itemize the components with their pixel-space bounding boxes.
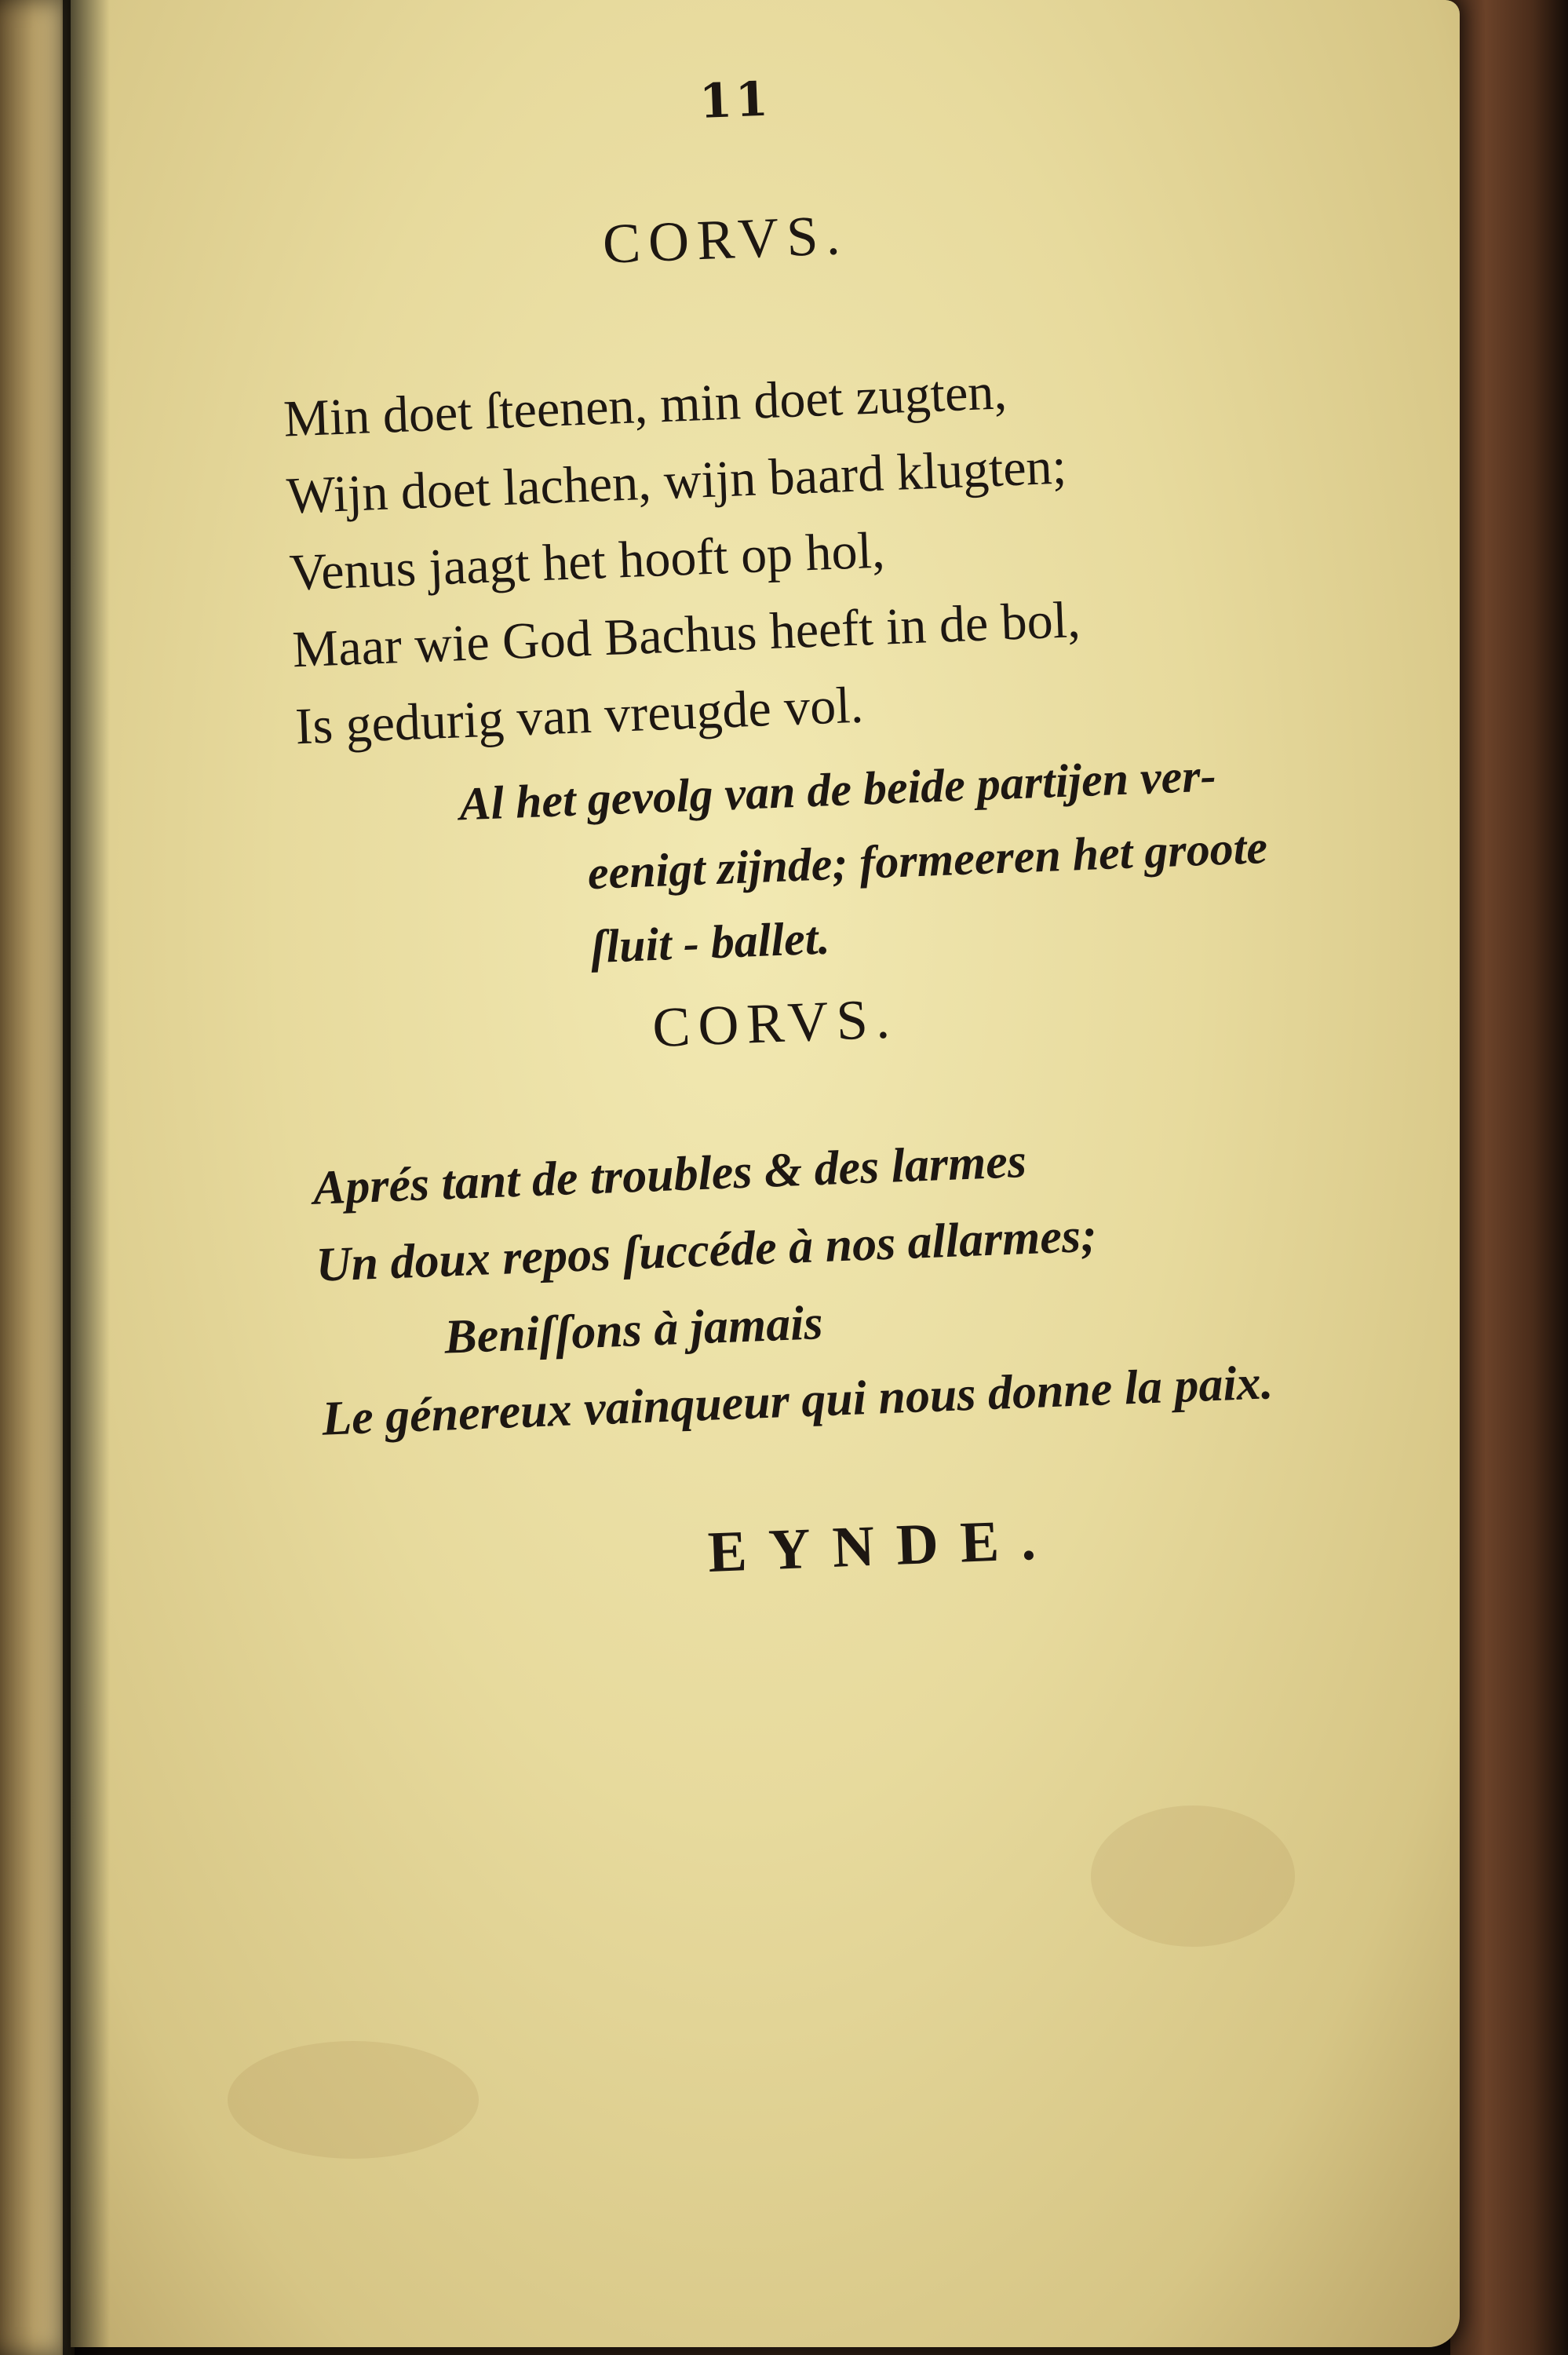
verse-line: Venus jaagt het hooft op hol,	[288, 521, 886, 602]
verse-line: Wijn doet lachen, wijn baard klugten;	[285, 437, 1068, 525]
leather-cover-edge	[1450, 0, 1568, 2355]
gutter-shadow	[63, 0, 110, 2355]
stage-direction-line: Al het gevolg van de beide partijen ver-	[458, 749, 1217, 831]
book-page	[71, 0, 1460, 2347]
verse-line: Is gedurig van vreugde vol.	[294, 676, 865, 756]
french-verse	[312, 1113, 1274, 1457]
page-text	[188, 41, 1380, 1585]
stage-direction-line: eenigt zijnde; formeeren het groote	[586, 820, 1269, 900]
stage-direction-line: ſluit - ballet.	[589, 911, 831, 973]
paper-stain	[1091, 1806, 1295, 1947]
chorus-heading: CORVS.	[651, 987, 899, 1060]
verse-line: Maar wie God Bachus heeft in de bol,	[291, 590, 1081, 679]
chorus-heading: CORVS.	[601, 203, 849, 276]
dutch-verse	[283, 351, 1085, 765]
stage-direction	[458, 736, 1272, 988]
verse-line: Beniſſons à jamais	[443, 1296, 824, 1364]
page-number: 11	[698, 71, 773, 130]
verse-line: Aprés tant de troubles & des larmes	[312, 1134, 1028, 1215]
verse-line: Le génereux vainqueur qui nous donne la paix.	[320, 1356, 1274, 1446]
verse-line: Min doet ſteenen, min doet zugten,	[282, 363, 1008, 448]
verse-line: Un doux repos ſuccéde à nos allarmes;	[315, 1208, 1098, 1292]
paper-stain	[228, 2041, 479, 2159]
closing-word: EYNDE.	[706, 1506, 1059, 1585]
